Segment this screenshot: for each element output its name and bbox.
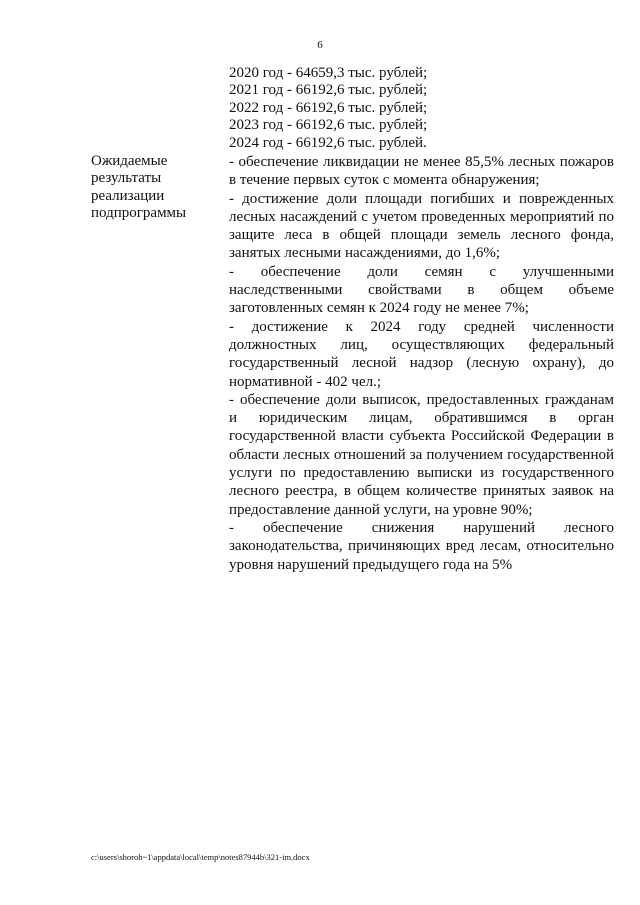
result-item: - достижение доли площади погибших и поврежденных лесных насаждений с учетом проведенных мероприятий по защите леса в общей площади земель лесного фонда, занятых лесными насаждениями, до 1,6%; [229,190,614,262]
expected-results-list [229,153,614,574]
section-label-line: подпрограммы [91,205,187,222]
result-item: - достижение к 2024 году средней численности должностных лиц, осуществляющих федеральный государственный лесной надзор (лесную охрану), до нормативной - 402 чел.; [229,318,614,390]
result-item: - обеспечение доли выписок, предоставленных гражданам и юридическим лицам, обратившимся в орган государственной власти субъекта Российской Федерации в области лесных отношений за получением государственной услуги по предоставлению выписки из государственного лесного реестра, в общем количестве принятых заявок на предоставление данной услуги, на уровне 90%; [229,391,614,518]
funding-by-year [229,65,614,152]
footer-file-path: c:\users\shoroh~1\appdata\local\temp\notes87944b\321-im.docx [91,852,310,862]
result-item: - обеспечение ликвидации не менее 85,5% лесных пожаров в течение первых суток с момента обнаружения; [229,154,614,189]
result-item: - обеспечение доли семян с улучшенными наследственными свойствами в общем объеме заготовленных семян к 2024 году не менее 7%; [229,263,614,317]
section-label-line: Ожидаемые [91,153,168,169]
funding-year-line: 2020 год - 64659,3 тыс. рублей; [229,65,428,81]
section-label [91,153,221,223]
section-label-line: результаты [91,170,162,187]
section-label-line: реализации [91,187,165,204]
funding-year-line: 2023 год - 66192,6 тыс. рублей; [229,117,428,134]
result-item: - обеспечение снижения нарушений лесного законодательства, причиняющих вред лесам, относительно уровня нарушений предыдущего года на 5% [229,519,614,573]
funding-year-line: 2024 год - 66192,6 тыс. рублей. [229,134,427,151]
funding-year-line: 2022 год - 66192,6 тыс. рублей; [229,99,428,116]
page-number: 6 [317,39,323,51]
funding-year-line: 2021 год - 66192,6 тыс. рублей; [229,82,428,99]
